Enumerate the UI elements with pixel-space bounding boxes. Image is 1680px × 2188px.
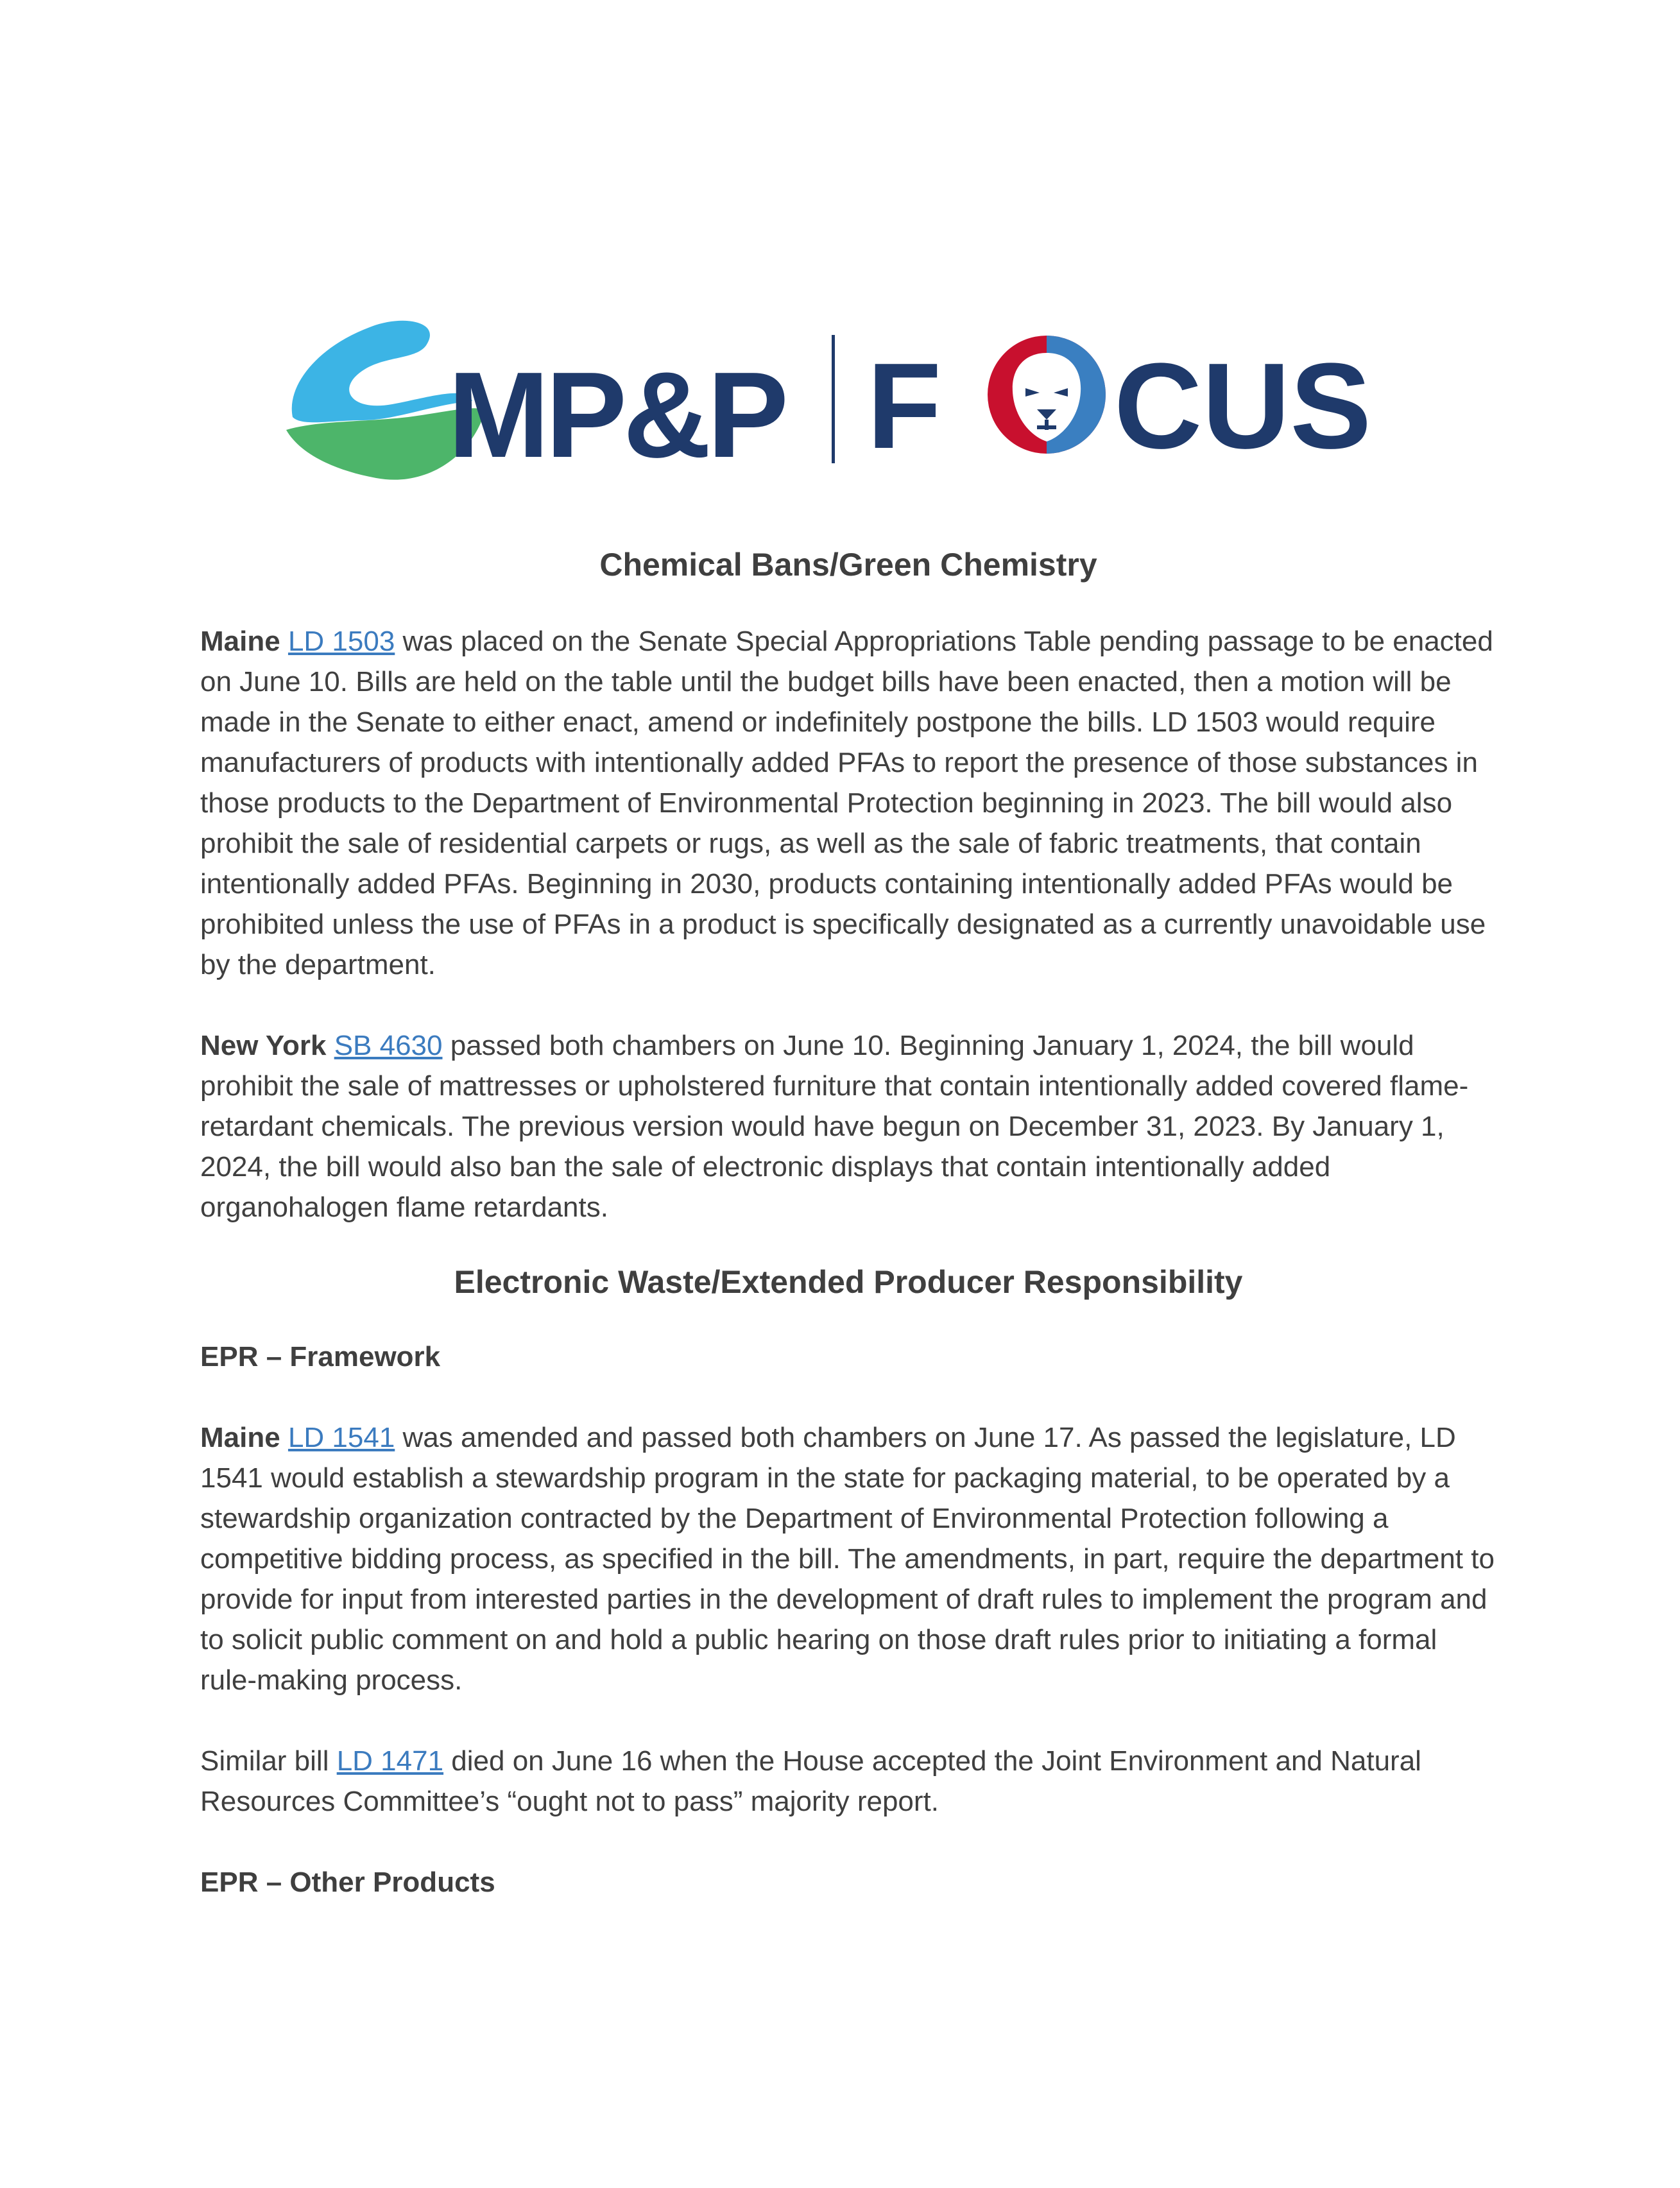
paragraph-lead: Similar bill xyxy=(200,1745,337,1777)
paragraph-text: died on June 16 when the House accepted the Joint Environment and Natural Resources Committee’s “ought not to pass” majority report. xyxy=(200,1745,1421,1817)
paragraph-newyork-sb4630 xyxy=(200,1025,1496,1227)
bill-link-ld1503[interactable]: LD 1503 xyxy=(287,626,395,657)
brand-right-f: F xyxy=(867,338,942,474)
paragraph-text: passed both chambers on June 10. Beginning January 1, 2024, the bill would prohibit the sale of mattresses or upholstered furniture that contain intentionally added covered flame-retardant chemicals. The previous version would have begun on December 31, 2023. By January 1, 2024, the bill would also ban the sale of electronic displays that contain intentionally added organohalogen flame retardants. xyxy=(200,1030,1469,1223)
bill-link-ld1541[interactable]: LD 1541 xyxy=(287,1422,395,1453)
brand-right-rest: CUS xyxy=(1114,338,1372,474)
header-logo xyxy=(280,308,1418,500)
lion-head-icon xyxy=(988,336,1106,454)
bill-link-ld1471[interactable]: LD 1471 xyxy=(336,1745,444,1777)
logo-divider xyxy=(832,335,835,463)
state-label: Maine xyxy=(200,1422,280,1453)
state-label: New York xyxy=(200,1030,327,1061)
bill-link-sb4630[interactable]: SB 4630 xyxy=(334,1030,443,1061)
subhead-epr-framework: EPR – Framework xyxy=(200,1341,441,1372)
paragraph-maine-ld1541 xyxy=(200,1417,1496,1700)
paragraph-text: was amended and passed both chambers on June 17. As passed the legislature, LD 1541 would establish a stewardship program in the state for packaging material, to be operated by a stewardship organization contracted by the Department of Environmental Protection following a competitive bidding process, as specified in the bill. The amendments, in part, require the department to provide for input from interested parties in the development of draft rules to implement the program and to solicit public comment on and hold a public hearing on those draft rules prior to initiating a formal rule-making process. xyxy=(200,1422,1495,1696)
brand-left-text: MP&P xyxy=(448,347,785,483)
state-label: Maine xyxy=(200,626,280,657)
section-title-ewaste: Electronic Waste/Extended Producer Responsibility xyxy=(454,1264,1243,1300)
section-title-chemical-bans: Chemical Bans/Green Chemistry xyxy=(599,547,1097,583)
paragraph-ld1471 xyxy=(200,1741,1496,1822)
document-body xyxy=(200,534,1496,1902)
paragraph-maine-ld1503 xyxy=(200,621,1496,985)
subhead-epr-other-products: EPR – Other Products xyxy=(200,1867,495,1898)
paragraph-text: was placed on the Senate Special Appropriations Table pending passage to be enacted on June 10. Bills are held on the table until the budget bills have been enacted, then a motion will be made in the Senate to either enact, amend or indefinitely postpone the bills. LD 1503 would require manufacturers of products with intentionally added PFAs to report the presence of those substances in those products to the Department of Environmental Protection beginning in 2023. The bill would also prohibit the sale of residential carpets or rugs, as well as the sale of fabric treatments, that contain intentionally added PFAs. Beginning in 2030, products containing intentionally added PFAs would be prohibited unless the use of PFAs in a product is specifically designated as a currently unavoidable use by the department. xyxy=(200,626,1493,980)
